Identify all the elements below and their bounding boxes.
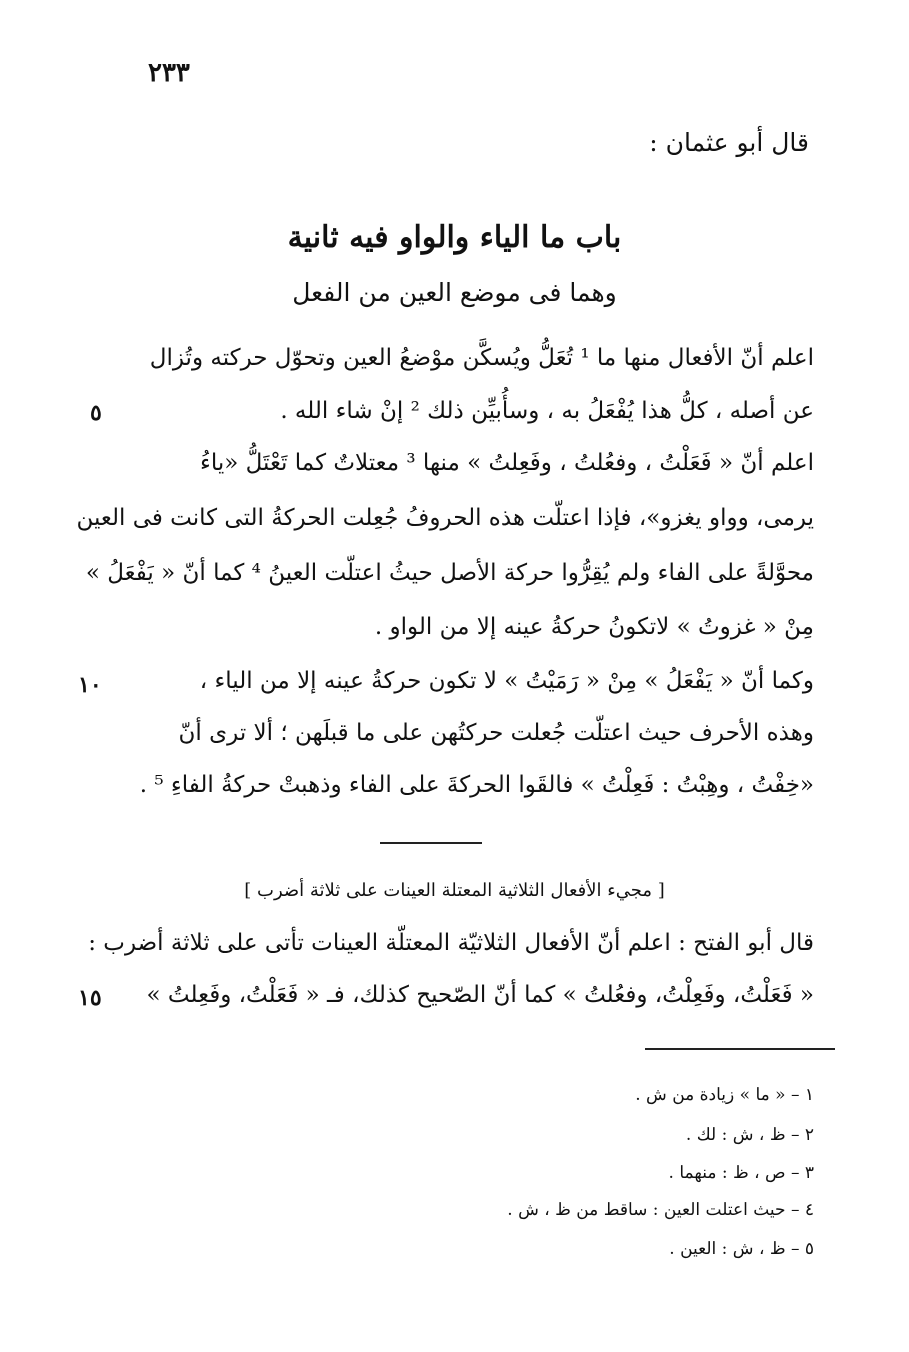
footnote: ١ – « ما » زيادة من ش . — [635, 1085, 814, 1105]
footnote: ٥ – ظ ، ش : العين . — [669, 1239, 814, 1259]
body-line: وكما أنّ « يَفْعَلُ » مِنْ « رَمَيْتُ » لا تكون حركةُ عينه إلا من الياء ، — [199, 668, 814, 694]
body-line: اعلم أنّ الأفعال منها ما ¹ تُعَلُّ ويُسكَّن موْضعُ العين وتحوّل حركته وتُزال — [149, 345, 814, 371]
page-number: ٢٣٣ — [148, 58, 190, 88]
line-number-10: ١٠ — [78, 672, 102, 698]
speaker-attribution: قال أبو عثمان : — [649, 128, 809, 157]
chapter-title: باب ما الياء والواو فيه ثانية — [287, 220, 622, 255]
footnote-rule — [645, 1048, 835, 1050]
footnote: ٢ – ظ ، ش : لك . — [685, 1125, 814, 1145]
body-line: يرمى، وواو يغزو»، فإذا اعتلّت هذه الحروفُ جُعِلت الحركةُ التى كانت فى العين — [76, 505, 814, 531]
chapter-subtitle: وهما فى موضع العين من الفعل — [292, 278, 617, 307]
body-line: وهذه الأحرف حيث اعتلّت جُعلت حركتُهن على ما قبلَهن ؛ ألا ترى أنّ — [178, 720, 814, 746]
body-line: مِنْ « غزوتُ » لاتكونُ حركةُ عينه إلا من الواو . — [374, 614, 814, 640]
body-line: اعلم أنّ « فَعَلْتُ ، وفعُلتُ ، وفَعِلتُ » منها ³ معتلاتٌ كما تَعْتَلُّ «ياءُ — [200, 450, 814, 476]
footnote: ٤ – حيث اعتلت العين : ساقط من ظ ، ش . — [507, 1200, 814, 1220]
line-number-5: ٥ — [90, 400, 102, 426]
section-line: قال أبو الفتح : اعلم أنّ الأفعال الثلاثيّة المعتلّة العينات تأتى على ثلاثة أضرب : — [88, 930, 814, 956]
footnote: ٣ – ص ، ظ : منهما . — [668, 1163, 814, 1183]
body-line: عن أصله ، كلُّ هذا يُفْعَلُ به ، وسأُبيِّن ذلك ² إنْ شاء الله . — [280, 398, 814, 424]
section-heading: [ مجيء الأفعال الثلاثية المعتلة العينات على ثلاثة أضرب ] — [244, 880, 665, 901]
body-line: محوَّلةً على الفاء ولم يُقِرُّوا حركة الأصل حيثُ اعتلّت العينُ ⁴ كما أنّ « يَفْعَلُ » — [85, 560, 814, 586]
section-divider — [380, 842, 482, 844]
section-line: « فَعَلْتُ، وفَعِلْتُ، وفعُلتُ » كما أنّ الصّحيح كذلك، فـ « فَعَلْتُ، وفَعِلتُ » — [146, 982, 814, 1008]
line-number-15: ١٥ — [78, 985, 102, 1011]
body-line: «خِفْتُ ، وهِبْتُ : فَعِلْتُ » فالقَوا الحركةَ على الفاء وذهبتْ حركةُ الفاءِ ⁵ . — [139, 772, 814, 798]
